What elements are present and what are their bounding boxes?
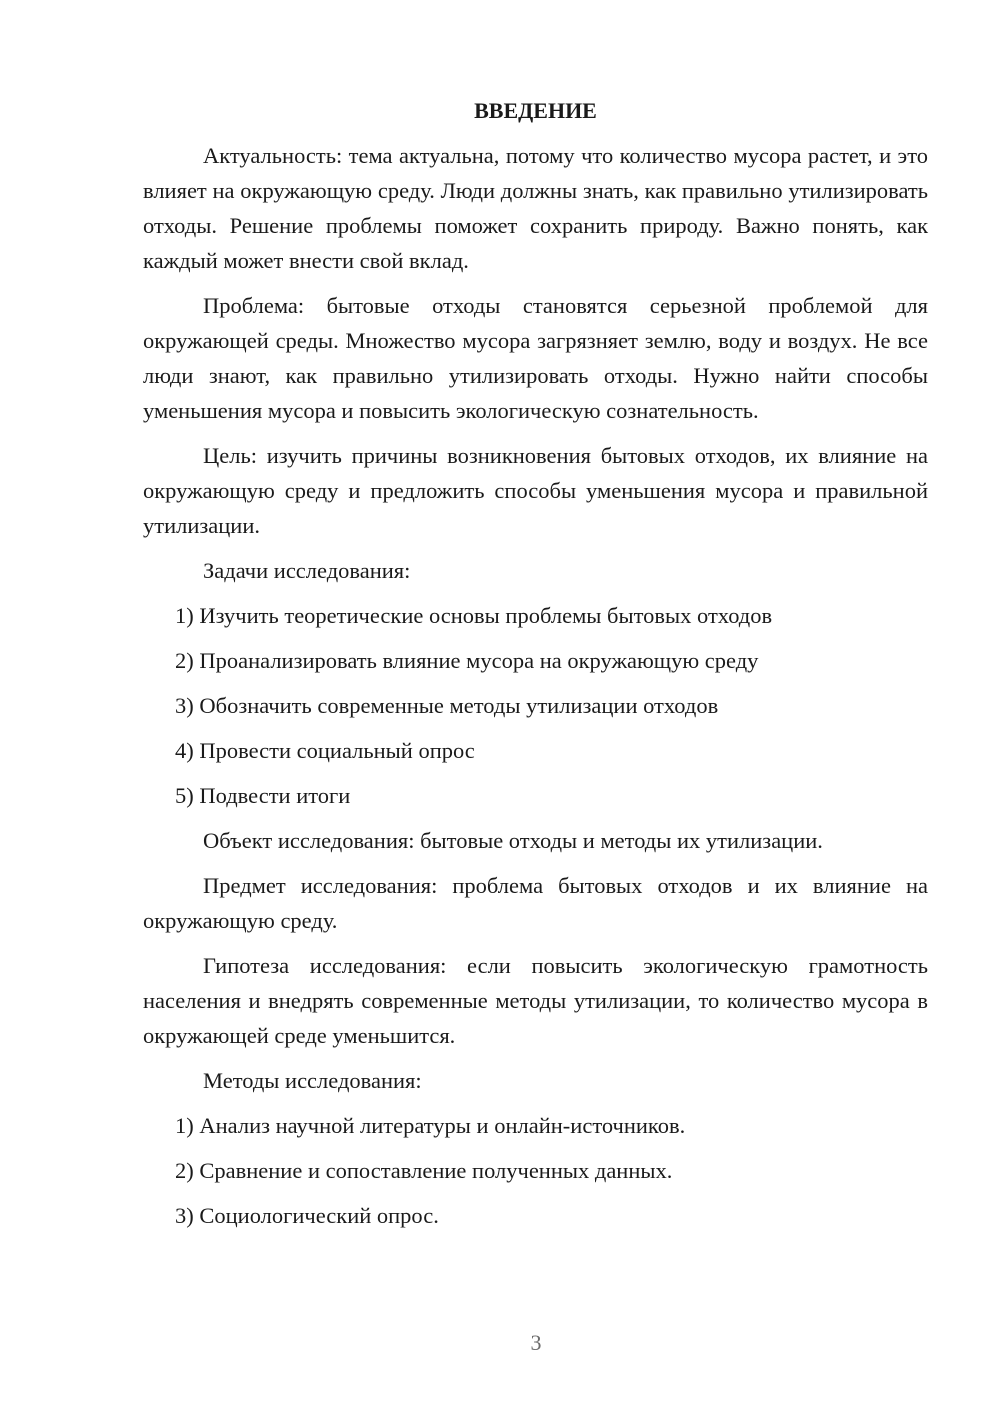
page-title: ВВЕДЕНИЕ [474, 98, 597, 123]
list-item: 4) Провести социальный опрос [175, 738, 475, 763]
object-paragraph: Объект исследования: бытовые отходы и методы их утилизации. [203, 828, 823, 853]
tasks-heading: Задачи исследования: [203, 558, 411, 583]
tasks-list [143, 598, 928, 813]
list-item: 1) Анализ научной литературы и онлайн-источников. [175, 1113, 686, 1138]
list-item: 1) Изучить теоретические основы проблемы бытовых отходов [175, 603, 773, 628]
relevance-paragraph: Актуальность: тема актуальна, потому что количество мусора растет, и это влияет на окружающую среду. Люди должны знать, как правильно утилизировать отходы. Решение проблемы поможет сохранить природу. Важно понять, как каждый может внести свой вклад. [143, 143, 928, 273]
subject-paragraph: Предмет исследования: проблема бытовых отходов и их влияние на окружающую среду. [143, 873, 928, 933]
methods-list [143, 1108, 928, 1233]
methods-heading: Методы исследования: [203, 1068, 422, 1093]
problem-paragraph: Проблема: бытовые отходы становятся серьезной проблемой для окружающей среды. Множество мусора загрязняет землю, воду и воздух. Не все люди знают, как правильно утилизировать отходы. Нужно найти способы уменьшения мусора и повысить экологическую сознательность. [143, 293, 928, 423]
document-page [143, 93, 928, 1243]
hypothesis-paragraph: Гипотеза исследования: если повысить экологическую грамотность населения и внедрять современные методы утилизации, то количество мусора в окружающей среде уменьшится. [143, 953, 928, 1048]
list-item: 2) Сравнение и сопоставление полученных данных. [175, 1158, 673, 1183]
page-number: 3 [530, 1330, 542, 1355]
list-item: 3) Социологический опрос. [175, 1203, 439, 1228]
goal-paragraph: Цель: изучить причины возникновения бытовых отходов, их влияние на окружающую среду и предложить способы уменьшения мусора и правильной утилизации. [143, 443, 928, 538]
list-item: 5) Подвести итоги [175, 783, 351, 808]
list-item: 2) Проанализировать влияние мусора на окружающую среду [175, 648, 759, 673]
list-item: 3) Обозначить современные методы утилизации отходов [175, 693, 719, 718]
